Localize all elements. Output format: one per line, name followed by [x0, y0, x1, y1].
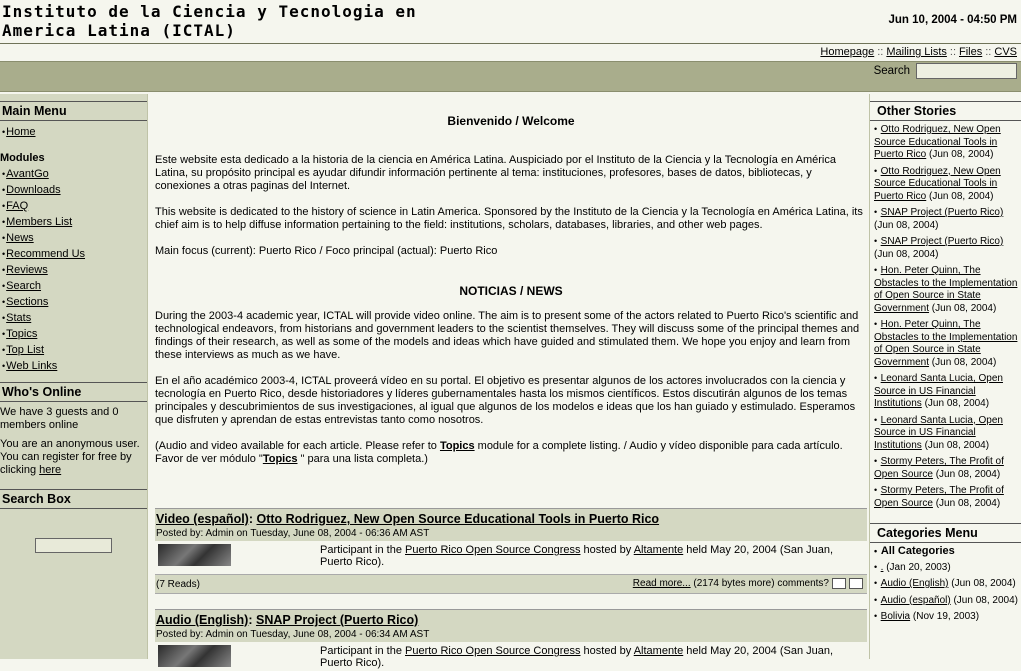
module-item	[2, 214, 147, 230]
other-story-link[interactable]: SNAP Project (Puerto Rico)	[880, 207, 1004, 218]
module-item	[2, 326, 147, 342]
separator: ::	[985, 46, 992, 58]
other-story-link[interactable]: Hon. Peter Quinn, The Obstacles to the Implementation of Open Source in State Government	[874, 265, 1018, 314]
summary-text: held May 20, 2004 (San Juan, Puerto Rico).	[320, 544, 834, 568]
summary-text: hosted by	[580, 645, 634, 657]
other-story-date: (Jun 08, 2004)	[929, 356, 997, 368]
top-links	[820, 46, 1017, 58]
category-item	[870, 559, 1021, 576]
bullet-icon: •	[874, 594, 880, 605]
other-story-link[interactable]: Leonard Santa Lucia, Open Source in US Financial Institutions	[874, 414, 1003, 451]
read-more-link[interactable]: Read more...	[632, 578, 691, 590]
module-item	[2, 182, 147, 198]
category-item-date: (Nov 19, 2003)	[910, 611, 980, 622]
print-icon[interactable]	[832, 578, 846, 589]
other-story-date: (Jun 08, 2004)	[929, 302, 997, 314]
bullet-icon: •	[874, 456, 880, 466]
categories-list	[870, 559, 1021, 625]
site-header	[0, 0, 1021, 44]
story-header	[155, 508, 867, 541]
bullet-icon: •	[2, 217, 6, 227]
module-link[interactable]: Reviews	[6, 264, 48, 276]
other-story-date: (Jun 08, 2004)	[932, 497, 1001, 509]
topics-link[interactable]: Topics	[262, 453, 298, 465]
module-item	[2, 198, 147, 214]
story-body	[155, 643, 867, 671]
category-item-date: (Jan 20, 2003)	[883, 561, 951, 573]
bullet-icon: •	[2, 201, 6, 211]
bullet-icon: •	[874, 207, 880, 217]
story-category-link[interactable]: Video (español)	[156, 512, 249, 526]
separator: :	[248, 613, 256, 627]
bullet-icon: •	[2, 233, 6, 243]
other-story-date: (Jun 08, 2004)	[874, 219, 939, 231]
other-story-date: (Jun 08, 2004)	[921, 439, 990, 451]
story-footer	[155, 574, 867, 594]
bullet-icon: •	[2, 281, 6, 291]
files-link[interactable]: Files	[959, 46, 983, 58]
topics-link[interactable]: Topics	[439, 440, 475, 452]
anonymous-note	[0, 438, 147, 477]
news-title: NOTICIAS / NEWS	[459, 284, 563, 298]
sidebar-search-input[interactable]	[35, 538, 112, 553]
module-item	[2, 342, 147, 358]
category-item-date: (Jun 08, 2004)	[950, 594, 1018, 606]
other-story	[870, 121, 1021, 163]
module-item	[2, 294, 147, 310]
other-stories-title: Other Stories	[870, 101, 1021, 121]
module-link[interactable]: Recommend Us	[6, 248, 86, 260]
story-summary	[320, 645, 867, 669]
other-story-link[interactable]: Otto Rodriguez, New Open Source Educational Tools in Puerto Rico	[874, 165, 1001, 202]
module-link[interactable]: News	[6, 232, 34, 244]
module-link[interactable]: AvantGo	[6, 168, 49, 180]
bullet-icon: •	[874, 561, 880, 572]
topics-note-b: module for a complete listing. / Audio y vídeo disponible para cada artículo. Favor de ver módulo "	[155, 440, 843, 465]
other-story-date: (Jun 08, 2004)	[926, 149, 994, 160]
bullet-icon: •	[2, 297, 6, 307]
bullet-icon: •	[874, 124, 880, 134]
welcome-title: Bienvenido / Welcome	[447, 114, 575, 128]
other-story-link[interactable]: Hon. Peter Quinn, The Obstacles to the Implementation of Open Source in State Government	[874, 319, 1018, 368]
other-story	[870, 370, 1021, 412]
other-story-date: (Jun 08, 2004)	[932, 468, 1001, 480]
story-title-link[interactable]: Otto Rodriguez, New Open Source Educational Tools in Puerto Rico	[256, 512, 660, 526]
bullet-icon: •	[874, 578, 880, 588]
module-item	[2, 262, 147, 278]
story-meta: Posted by: Admin on Tuesday, June 08, 2004 - 06:34 AM AST	[156, 629, 430, 640]
story-header	[155, 609, 867, 642]
bullet-icon: •	[2, 169, 6, 179]
summary-text: held May 20, 2004 (San Juan, Puerto Rico).	[320, 645, 834, 669]
bytes-more: (2174 bytes more) comments?	[690, 578, 829, 590]
other-story-link[interactable]: Otto Rodriguez, New Open Source Educational Tools in Puerto Rico	[874, 124, 1001, 160]
anonymous-text: You are an anonymous user. You can register for free by clicking	[0, 438, 140, 476]
right-sidebar	[869, 94, 1021, 659]
all-categories	[870, 543, 1021, 559]
current-date: Jun 10, 2004 - 04:50 PM	[888, 14, 1017, 26]
summary-text: Participant in the	[320, 645, 405, 657]
story-thumbnail	[158, 645, 231, 667]
home-link[interactable]: Home	[6, 126, 36, 138]
story-thumbnail	[158, 544, 231, 566]
module-item	[2, 166, 147, 182]
category-item-link[interactable]: Bolivia	[880, 611, 911, 622]
module-link[interactable]: Downloads	[6, 184, 61, 196]
other-story	[870, 412, 1021, 454]
story-category-link[interactable]: Audio (English)	[156, 613, 249, 627]
all-categories-label: All Categories	[880, 545, 955, 557]
other-stories-list	[870, 121, 1021, 511]
bullet-icon: •	[2, 313, 6, 323]
whos-online-content	[0, 402, 147, 477]
other-story	[870, 453, 1021, 482]
bullet-icon: •	[2, 249, 6, 259]
site-title-line-1: Instituto de la Ciencia y Tecnologia en	[2, 2, 417, 21]
category-item	[870, 608, 1021, 625]
separator: :	[248, 512, 257, 526]
site-title	[2, 2, 482, 40]
other-story	[870, 204, 1021, 233]
other-story-link[interactable]: Stormy Peters, The Profit of Open Source	[874, 456, 1004, 480]
congress-link[interactable]: Puerto Rico Open Source Congress	[405, 544, 581, 556]
bullet-icon: •	[2, 185, 6, 195]
other-story	[870, 316, 1021, 370]
summary-text: hosted by	[580, 544, 634, 556]
story-body	[155, 542, 867, 570]
bullet-icon: •	[874, 373, 880, 383]
mailing-lists-link[interactable]: Mailing Lists	[886, 46, 947, 58]
register-here-link[interactable]: here	[39, 464, 62, 476]
module-item	[2, 310, 147, 326]
left-sidebar	[0, 94, 148, 659]
bullet-icon: •	[2, 345, 6, 355]
topics-note-a: (Audio and video available for each article. Please refer to	[155, 440, 440, 452]
topics-note-c: " para una lista completa.)	[297, 453, 428, 465]
menu-item-home	[2, 124, 147, 140]
module-link[interactable]: Members List	[6, 216, 73, 228]
other-story	[870, 163, 1021, 205]
story-title	[156, 512, 659, 526]
other-story-date: (Jun 08, 2004)	[921, 398, 990, 409]
module-link[interactable]: Search	[6, 280, 42, 292]
module-link[interactable]: FAQ	[6, 200, 29, 212]
congress-link[interactable]: Puerto Rico Open Source Congress	[405, 645, 581, 657]
search-box-title: Search Box	[0, 489, 147, 509]
search-input[interactable]	[916, 63, 1017, 79]
bullet-icon: •	[874, 485, 880, 495]
story-summary	[320, 544, 867, 568]
module-item	[2, 358, 147, 374]
bullet-icon: •	[2, 265, 6, 275]
separator: ::	[949, 46, 957, 58]
other-story-link[interactable]: Leonard Santa Lucia, Open Source in US Financial Institutions	[874, 373, 1003, 409]
category-item-link[interactable]: Audio (English)	[880, 578, 949, 589]
intro-spanish: Este website esta dedicado a la historia de la ciencia en América Latina. Auspiciado por el Instituto de la Ciencia y la Tecnología en América Latina, su propósito principal es ayudar difundir información pertinente al tema: instituciones, profesores, bases de datos, bibliotecas, y conexiones a otras paginas del Internet.	[155, 154, 836, 192]
module-item	[2, 278, 147, 294]
news-english: During the 2003-4 academic year, ICTAL will provide video online. The aim is to present some of the actors related to Puerto Rico's scientific and technological endeavors, from historians and government leaders to the scientist themselves. They will discuss some of the principal themes and findings of their research, as well as some of the models and ideas which have guided and stimulated them. We hope you enjoy and learn from these interviews as much as we have.	[155, 310, 860, 361]
other-story-link[interactable]: Stormy Peters, The Profit of Open Source	[874, 485, 1004, 509]
bullet-icon: •	[874, 236, 880, 246]
whos-online-title: Who's Online	[0, 382, 147, 402]
separator: ::	[877, 46, 884, 58]
cvs-link[interactable]: CVS	[994, 46, 1017, 58]
module-link[interactable]: Topics	[6, 328, 38, 340]
bullet-icon: •	[2, 361, 6, 371]
module-link[interactable]: Web Links	[6, 360, 58, 372]
other-story	[870, 482, 1021, 511]
story-title	[156, 613, 418, 627]
bullet-icon: •	[2, 127, 6, 137]
module-item	[2, 246, 147, 262]
other-story	[870, 262, 1021, 316]
category-item	[870, 575, 1021, 592]
story-title-link[interactable]: SNAP Project (Puerto Rico)	[256, 613, 419, 627]
bullet-icon: •	[874, 414, 880, 425]
categories-menu-title: Categories Menu	[870, 523, 1021, 543]
email-icon[interactable]	[849, 578, 863, 589]
other-story-date: (Jun 08, 2004)	[874, 248, 939, 260]
altamente-link[interactable]: Altamente	[633, 645, 684, 657]
module-link[interactable]: Top List	[6, 344, 45, 356]
module-link[interactable]: Stats	[6, 312, 32, 324]
intro-english: This website is dedicated to the history of science in Latin America. Sponsored by the Instituto de la Ciencia y la Tecnología en América Latina, its chief aim is to help diffuse information pertaining to the field: institutions, scholars, databases, libraries, and other web pages.	[155, 206, 863, 231]
search-label: Search	[873, 65, 910, 77]
other-story-link[interactable]: SNAP Project (Puerto Rico)	[880, 236, 1004, 247]
category-item-link[interactable]: Audio (español)	[880, 594, 951, 606]
modules-heading: Modules	[0, 152, 45, 164]
main-menu-title: Main Menu	[0, 101, 147, 121]
main-focus: Main focus (current): Puerto Rico / Foco principal (actual): Puerto Rico	[155, 245, 498, 257]
category-item	[870, 592, 1021, 609]
category-item-date: (Jun 08, 2004)	[948, 578, 1016, 589]
other-story-date: (Jun 08, 2004)	[926, 190, 994, 202]
story-actions	[633, 578, 863, 589]
read-count: (7 Reads)	[156, 579, 200, 590]
summary-text: Participant in the	[320, 544, 405, 556]
bullet-icon: •	[2, 329, 6, 339]
altamente-link[interactable]: Altamente	[633, 544, 684, 556]
news-spanish: En el año académico 2003-4, ICTAL proveerá vídeo en su portal. El objetivo es presentar algunos de los actores involucrados con la ciencia y tecnología en Puerto Rico, desde historiadores y líderes gubernamentales hasta los mismos científicos. Estos discutirán algunos de los temas principales y descubrimientos de sus investigaciones, al igual que algunos de los modelos e ideas que los han guiado y estimulado. Esperamos que disfruten y aprendan de estas entrevistas tanto como nosotros.	[155, 375, 856, 426]
bullet-icon: •	[874, 546, 878, 556]
online-count: We have 3 guests and 0 members online	[0, 406, 119, 431]
story-meta: Posted by: Admin on Tuesday, June 08, 2004 - 06:36 AM AST	[156, 528, 430, 539]
bullet-icon: •	[874, 265, 880, 275]
site-title-line-2: America Latina (ICTAL)	[2, 21, 236, 40]
topics-note	[155, 440, 867, 466]
homepage-link[interactable]: Homepage	[820, 46, 875, 58]
module-item	[2, 230, 147, 246]
modules-list	[2, 166, 147, 374]
module-link[interactable]: Sections	[6, 296, 49, 308]
main-content	[155, 94, 867, 669]
other-story	[870, 233, 1021, 262]
bullet-icon: •	[874, 165, 880, 176]
search-bar	[0, 61, 1021, 92]
bullet-icon: •	[874, 319, 880, 329]
bullet-icon: •	[874, 611, 880, 621]
category-item-link[interactable]: .	[880, 561, 884, 573]
main-menu	[0, 121, 147, 374]
